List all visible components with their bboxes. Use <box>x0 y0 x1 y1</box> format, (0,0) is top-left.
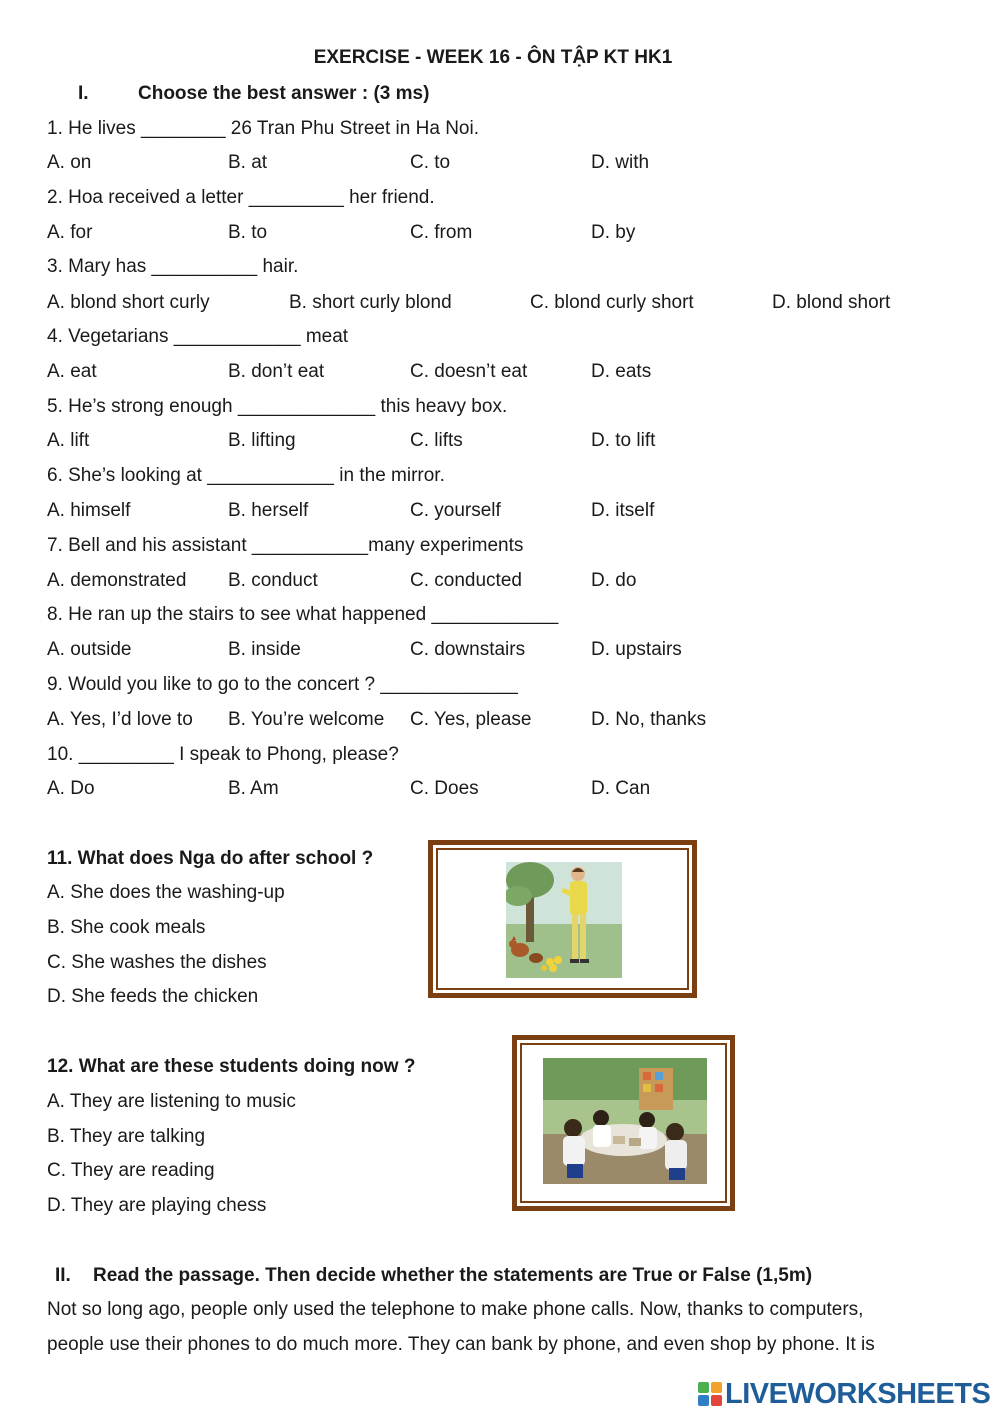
option-a[interactable]: A. Do <box>47 778 95 799</box>
option-b[interactable]: B. conduct <box>228 570 318 591</box>
option-c[interactable]: C. conducted <box>410 570 522 591</box>
option-d[interactable]: D. They are playing chess <box>47 1195 267 1216</box>
option-c[interactable]: C. blond curly short <box>530 292 694 313</box>
picture-frame-students <box>512 1035 735 1211</box>
option-d[interactable]: D. upstairs <box>591 639 682 660</box>
question-4: 4. Vegetarians ____________ meat <box>47 326 349 347</box>
option-a[interactable]: A. eat <box>47 361 97 382</box>
question-11: 11. What does Nga do after school ? <box>47 848 374 869</box>
question-10: 10. _________ I speak to Phong, please? <box>47 744 399 765</box>
option-b[interactable]: B. They are talking <box>47 1126 206 1147</box>
option-a[interactable]: A. They are listening to music <box>47 1091 296 1112</box>
option-b[interactable]: B. lifting <box>228 430 296 451</box>
option-d[interactable]: D. blond short <box>772 292 891 313</box>
passage-line: Not so long ago, people only used the telephone to make phone calls. Now, thanks to computers, <box>47 1299 864 1320</box>
page-title: EXERCISE - WEEK 16 - ÔN TẬP KT HK1 <box>313 47 673 68</box>
option-b[interactable]: B. short curly blond <box>289 292 452 313</box>
option-c[interactable]: C. They are reading <box>47 1160 215 1181</box>
option-d[interactable]: D. by <box>591 222 636 243</box>
option-c[interactable]: C. yourself <box>410 500 501 521</box>
section-1-heading: Choose the best answer : (3 ms) <box>138 83 430 104</box>
question-3: 3. Mary has __________ hair. <box>47 256 299 277</box>
section-2-heading: Read the passage. Then decide whether the statements are True or False (1,5m) <box>93 1265 813 1286</box>
option-b[interactable]: B. to <box>228 222 268 243</box>
option-b[interactable]: B. She cook meals <box>47 917 206 938</box>
passage-line: people use their phones to do much more. They can bank by phone, and even shop by phone. It is <box>47 1334 875 1355</box>
option-c[interactable]: C. Does <box>410 778 479 799</box>
option-b[interactable]: B. at <box>228 152 268 173</box>
option-c[interactable]: C. doesn’t eat <box>410 361 528 382</box>
question-9: 9. Would you like to go to the concert ? _____________ <box>47 674 518 695</box>
option-d[interactable]: D. Can <box>591 778 651 799</box>
option-b[interactable]: B. Am <box>228 778 279 799</box>
option-a[interactable]: A. on <box>47 152 92 173</box>
option-c[interactable]: C. She washes the dishes <box>47 952 267 973</box>
question-8: 8. He ran up the stairs to see what happened ____________ <box>47 604 559 625</box>
liveworksheets-logo-text: LIVEWORKSHEETS <box>725 1378 991 1410</box>
option-a[interactable]: A. demonstrated <box>47 570 187 591</box>
picture-frame-feeding-chickens <box>428 840 697 998</box>
option-d[interactable]: D. do <box>591 570 637 591</box>
question-12: 12. What are these students doing now ? <box>47 1056 416 1077</box>
option-d[interactable]: D. She feeds the chicken <box>47 986 259 1007</box>
option-a[interactable]: A. She does the washing-up <box>47 882 285 903</box>
students-reading-photo <box>543 1058 707 1184</box>
girl-feeding-chickens-illustration <box>506 862 622 978</box>
option-d[interactable]: D. eats <box>591 361 652 382</box>
option-b[interactable]: B. don’t eat <box>228 361 325 382</box>
question-6: 6. She’s looking at ____________ in the mirror. <box>47 465 445 486</box>
option-b[interactable]: B. inside <box>228 639 301 660</box>
option-a[interactable]: A. blond short curly <box>47 292 210 313</box>
option-b[interactable]: B. You’re welcome <box>228 709 385 730</box>
option-c[interactable]: C. from <box>410 222 473 243</box>
option-d[interactable]: D. itself <box>591 500 655 521</box>
option-c[interactable]: C. to <box>410 152 451 173</box>
option-b[interactable]: B. herself <box>228 500 309 521</box>
option-d[interactable]: D. No, thanks <box>591 709 707 730</box>
option-c[interactable]: C. downstairs <box>410 639 526 660</box>
question-2: 2. Hoa received a letter _________ her friend. <box>47 187 435 208</box>
option-d[interactable]: D. with <box>591 152 650 173</box>
section-1-number: I. <box>78 83 89 104</box>
option-a[interactable]: A. Yes, I’d love to <box>47 709 193 730</box>
question-7: 7. Bell and his assistant ___________many experiments <box>47 535 524 556</box>
option-a[interactable]: A. lift <box>47 430 90 451</box>
option-c[interactable]: C. Yes, please <box>410 709 532 730</box>
section-2-number: II. <box>55 1265 71 1286</box>
question-5: 5. He’s strong enough _____________ this heavy box. <box>47 396 508 417</box>
option-a[interactable]: A. for <box>47 222 93 243</box>
option-c[interactable]: C. lifts <box>410 430 463 451</box>
option-d[interactable]: D. to lift <box>591 430 656 451</box>
option-a[interactable]: A. outside <box>47 639 132 660</box>
question-1: 1. He lives ________ 26 Tran Phu Street in Ha Noi. <box>47 118 479 139</box>
liveworksheets-logo-icon <box>697 1380 723 1408</box>
option-a[interactable]: A. himself <box>47 500 131 521</box>
